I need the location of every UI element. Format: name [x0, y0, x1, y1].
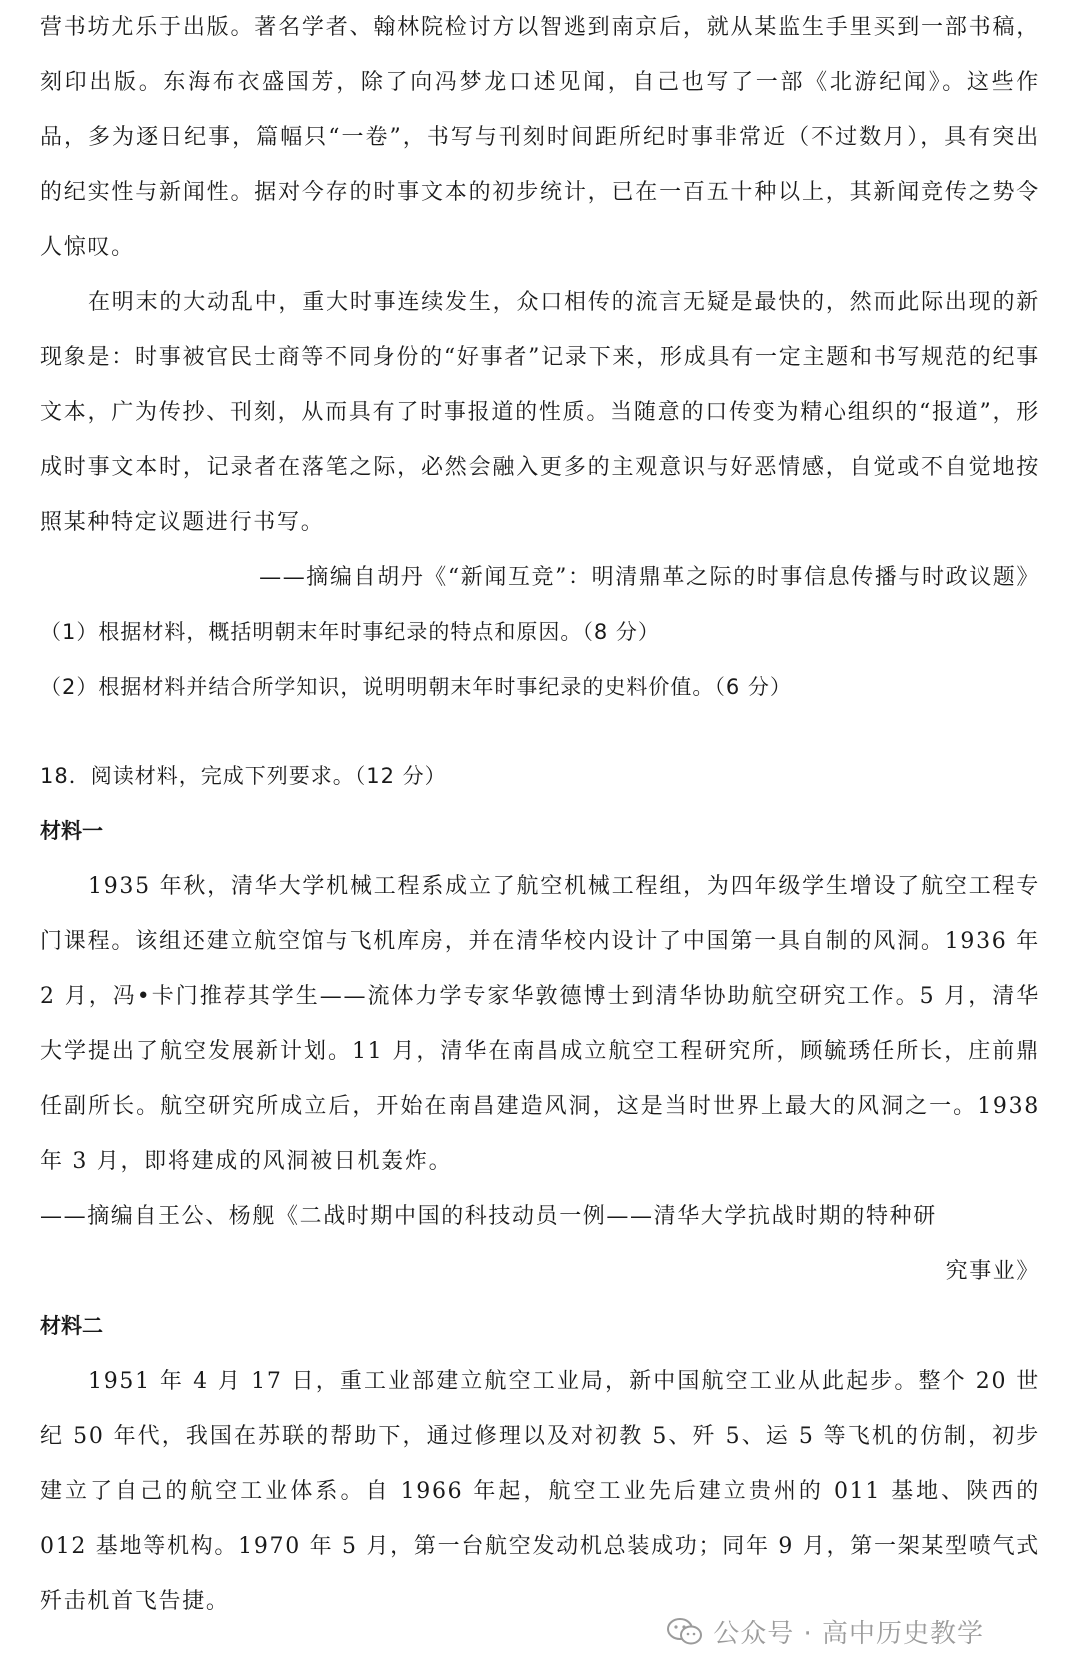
material-2-text: 1951 年 4 月 17 日，重工业部建立航空工业局，新中国航空工业从此起步。整个 20 世纪 50 年代，我国在苏联的帮助下，通过修理以及对初教 5、歼 5、运 5 等飞机的仿制，初步建立了自己的航空工业体系。自 1966 年起，航空工业先后建立贵州的 011 基地、陕西的 012 基地等机构。1970 年 5 月，第一台航空发动机总装成功；同年 9 月，第一架某型喷气式歼击机首飞告捷。	[40, 1369, 1040, 1614]
wechat-icon	[667, 1617, 703, 1647]
material-17-paragraph-2: 在明末的大动乱中，重大时事连续发生，众口相传的流言无疑是最快的，然而此际出现的新现象是：时事被官民士商等不同身份的“好事者”记录下来，形成具有一定主题和书写规范的纪事文本，广为传抄、刊刻，从而具有了时事报道的性质。当随意的口传变为精心组织的“报道”，形成时事文本时，记录者在落笔之际，必然会融入更多的主观意识与好恶情感，自觉或不自觉地按照某种特定议题进行书写。	[40, 290, 1040, 535]
material-17-citation: ——摘编自胡丹《“新闻互竞”：明清鼎革之际的时事信息传播与时政议题》	[259, 565, 1040, 590]
section-gap	[40, 715, 1040, 749]
question-18-header: 18．阅读材料，完成下列要求。（12 分）	[40, 764, 447, 788]
material-1-citation-line-2: 究事业》	[945, 1259, 1040, 1284]
question-17-2: （2）根据材料并结合所学知识，说明明朝末年时事纪录的史料价值。（6 分）	[40, 675, 792, 699]
watermark	[667, 1613, 984, 1650]
question-17-1: （1）根据材料，概括明朝末年时事纪录的特点和原因。（8 分）	[40, 620, 660, 644]
watermark-text: 公众号 · 高中历史教学	[713, 1619, 984, 1649]
material-1-label: 材料一	[40, 819, 103, 843]
document-page	[40, 0, 1040, 1629]
material-2-label: 材料二	[40, 1314, 103, 1338]
material-1-text: 1935 年秋，清华大学机械工程系成立了航空机械工程组，为四年级学生增设了航空工程专门课程。该组还建立航空馆与飞机库房，并在清华校内设计了中国第一具自制的风洞。1936 年 2 月，冯•卡门推荐其学生——流体力学专家华敦德博士到清华协助航空研究工作。5 月，清华大学提出了航空发展新计划。11 月，清华在南昌成立航空工程研究所，顾毓琇任所长，庄前鼎任副所长。航空研究所成立后，开始在南昌建造风洞，这是当时世界上最大的风洞之一。1938 年 3 月，即将建成的风洞被日机轰炸。	[40, 874, 1040, 1174]
material-17-paragraph-1: 营书坊尤乐于出版。著名学者、翰林院检讨方以智逃到南京后，就从某监生手里买到一部书稿，刻印出版。东海布衣盛国芳，除了向冯梦龙口述见闻，自己也写了一部《北游纪闻》。这些作品，多为逐日纪事，篇幅只“一卷”，书写与刊刻时间距所纪时事非常近（不过数月），具有突出的纪实性与新闻性。据对今存的时事文本的初步统计，已在一百五十种以上，其新闻竞传之势令人惊叹。	[40, 15, 1040, 260]
material-1-citation-line-1: ——摘编自王公、杨舰《二战时期中国的科技动员一例——清华大学抗战时期的特种研	[40, 1204, 937, 1229]
